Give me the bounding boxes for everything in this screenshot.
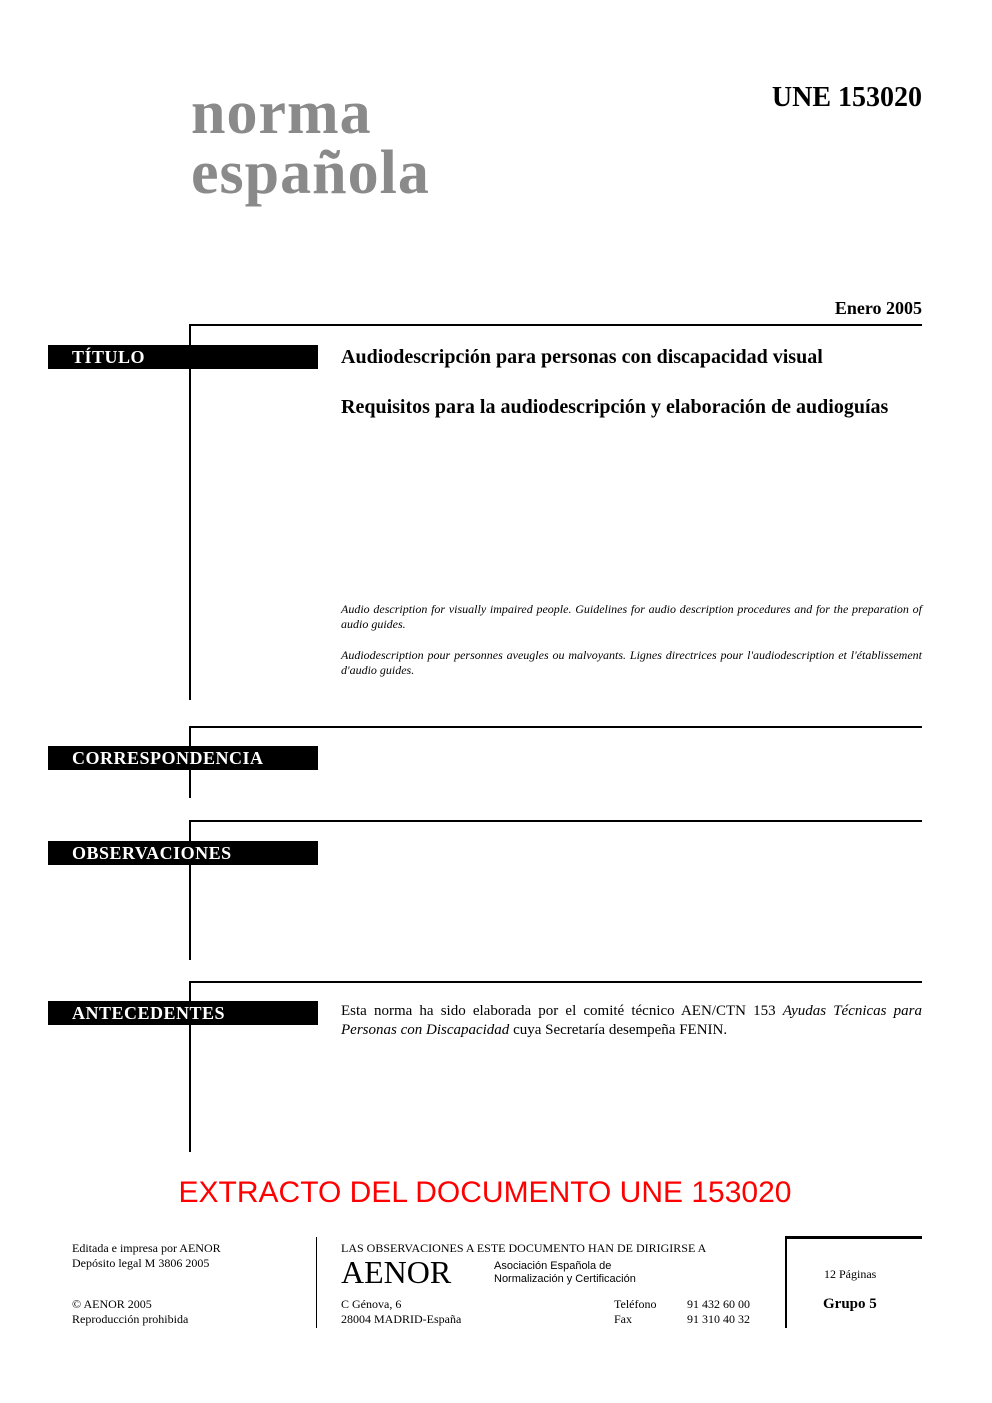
page-count: 12 Páginas <box>824 1267 877 1281</box>
subtitle: Requisitos para la audiodescripción y elaboración de audioguías <box>341 396 889 418</box>
section-label-correspondencia: CORRESPONDENCIA <box>48 746 318 770</box>
edited-by: Editada e impresa por AENOR <box>72 1241 221 1255</box>
title-french: Audiodescription pour personnes aveugles ou malvoyants. Lignes directrices pour l'audiodescription et l'établissement d'audio guides. <box>341 648 922 677</box>
publication-date: Enero 2005 <box>834 298 922 318</box>
org-line: Normalización y Certificación <box>494 1273 636 1285</box>
divider <box>189 726 922 728</box>
org-line: Asociación Española de <box>494 1260 612 1272</box>
legal-deposit: Depósito legal M 3806 2005 <box>72 1256 210 1270</box>
divider <box>785 1236 787 1328</box>
section-label-observaciones: OBSERVACIONES <box>48 841 318 865</box>
address-line-1: C Génova, 6 <box>341 1297 402 1311</box>
section-label-titulo: TÍTULO <box>48 345 318 369</box>
divider <box>189 981 922 983</box>
aenor-logo: AENOR <box>341 1254 452 1290</box>
section-label-antecedentes: ANTECEDENTES <box>48 1001 318 1025</box>
committee-name: Ayudas Técnicas para Personas con Discapacidad <box>341 1003 922 1038</box>
phone-label: Teléfono <box>614 1297 657 1311</box>
phone-number: 91 432 60 00 <box>687 1297 750 1311</box>
extract-notice: EXTRACTO DEL DOCUMENTO UNE 153020 <box>178 1176 792 1209</box>
divider <box>189 324 191 700</box>
standard-code: UNE 153020 <box>771 82 922 113</box>
fax-number: 91 310 40 32 <box>687 1312 750 1326</box>
address-line-2: 28004 MADRID-España <box>341 1312 462 1326</box>
title-english: Audio description for visually impaired people. Guidelines for audio description procedures and for the preparation of audio guides. <box>341 602 922 631</box>
divider <box>189 324 922 326</box>
fax-label: Fax <box>614 1312 632 1326</box>
organization-name <box>494 1260 636 1286</box>
reproduction: Reproducción prohibida <box>72 1312 189 1326</box>
brand-line-2: española <box>191 139 430 207</box>
brand-line-1: norma <box>191 79 372 147</box>
price-group: Grupo 5 <box>823 1296 877 1312</box>
divider <box>785 1236 922 1239</box>
divider <box>316 1237 317 1328</box>
copyright: © AENOR 2005 <box>72 1297 152 1311</box>
notice: LAS OBSERVACIONES A ESTE DOCUMENTO HAN DE DIRIGIRSE A <box>341 1241 707 1255</box>
text: Esta norma ha sido elaborada por el comité técnico AEN/CTN 153 <box>341 1003 783 1019</box>
divider <box>189 820 922 822</box>
title: Audiodescripción para personas con discapacidad visual <box>341 346 823 368</box>
text: cuya Secretaría desempeña FENIN. <box>509 1022 728 1038</box>
antecedentes-text <box>341 1002 922 1040</box>
